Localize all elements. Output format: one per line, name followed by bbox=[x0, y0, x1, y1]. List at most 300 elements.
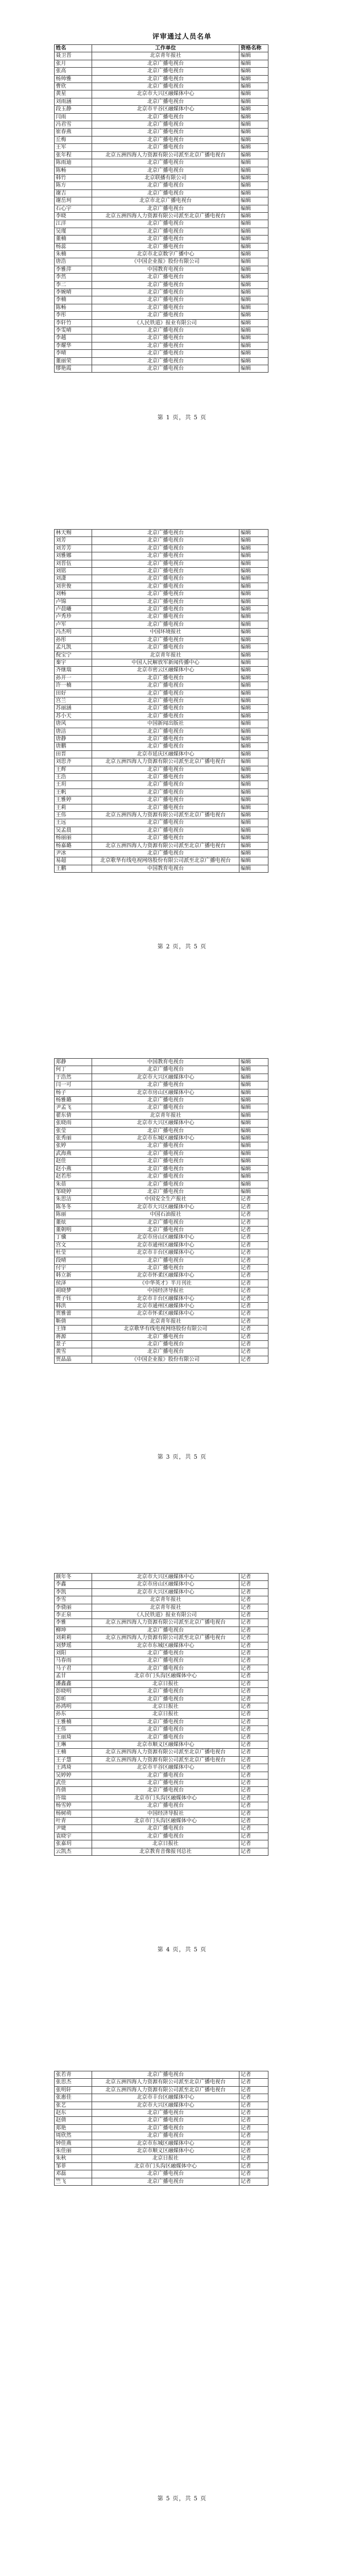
cell-title: 记者 bbox=[239, 1303, 268, 1310]
table-row bbox=[55, 629, 268, 636]
cell-unit: 北京五洲四海人力资源有限公司派至北京广播电视台 bbox=[92, 1756, 239, 1764]
cell-unit: 北京广播电视台 bbox=[92, 68, 239, 75]
table-row bbox=[55, 304, 268, 311]
cell-title: 记者 bbox=[239, 1241, 268, 1249]
cell-unit: 北京五洲四海人力资源有限公司派至北京广播电视台 bbox=[92, 212, 239, 220]
cell-unit: 北京歌华有线电视网络股份有限公司派至北京广播电视台 bbox=[92, 857, 239, 865]
cell-name: 田晋 bbox=[55, 750, 92, 758]
cell-unit: 北京广播电视台 bbox=[92, 583, 239, 590]
table-row bbox=[55, 842, 268, 849]
cell-title: 记者 bbox=[239, 1596, 268, 1604]
cell-unit: 中国经济导报社 bbox=[92, 1287, 239, 1295]
cell-unit: 北京广播电视台 bbox=[92, 1219, 239, 1226]
cell-name: 董丽荣 bbox=[55, 357, 92, 365]
table-row bbox=[55, 857, 268, 865]
table-row bbox=[55, 1203, 268, 1211]
cell-unit: 北京教育音像报刊总社 bbox=[92, 1848, 239, 1855]
cell-name: 宫文 bbox=[55, 1241, 92, 1249]
table-row bbox=[55, 1764, 268, 1772]
table-row bbox=[55, 2124, 268, 2132]
cell-unit: 北京市怀柔区融媒体中心 bbox=[92, 1272, 239, 1279]
cell-title: 编辑 bbox=[239, 781, 268, 789]
cell-name: 冯杰明 bbox=[55, 629, 92, 636]
cell-unit: 北京市门头沟区融媒体中心 bbox=[92, 1794, 239, 1802]
table-row bbox=[55, 136, 268, 143]
cell-unit: 北京广播电视台 bbox=[92, 1257, 239, 1264]
roster-table-page-3 bbox=[54, 1058, 268, 1364]
table-row bbox=[55, 1180, 268, 1188]
cell-title: 编辑 bbox=[239, 68, 268, 75]
cell-unit: 北京广播电视台 bbox=[92, 182, 239, 189]
cell-unit: 北京市顺义区融媒体中心 bbox=[92, 1741, 239, 1748]
cell-unit: 北京广播电视台 bbox=[92, 1695, 239, 1703]
cell-name: 杨子 bbox=[55, 1089, 92, 1096]
cell-name: 蒋源 bbox=[55, 1333, 92, 1340]
cell-name: 卢秀珍 bbox=[55, 613, 92, 621]
cell-title: 记者 bbox=[239, 1604, 268, 1611]
cell-name: 孙东 bbox=[55, 1711, 92, 1718]
cell-title: 编辑 bbox=[239, 1112, 268, 1119]
cell-name: 孟甘 bbox=[55, 1673, 92, 1680]
cell-unit: 北京广播电视台 bbox=[92, 327, 239, 335]
table-row bbox=[55, 1726, 268, 1733]
cell-name: 朱思洁 bbox=[55, 1196, 92, 1203]
cell-unit: 北京五洲四海人力资源有限公司派至北京广播电视台 bbox=[92, 1749, 239, 1756]
cell-title: 记者 bbox=[239, 1711, 268, 1718]
cell-unit: 北京广播电视台 bbox=[92, 774, 239, 781]
cell-unit: 北京市平谷区融媒体中心 bbox=[92, 106, 239, 113]
cell-unit: 北京市顺义区融媒体中心 bbox=[92, 2148, 239, 2155]
cell-name: 李耀华 bbox=[55, 342, 92, 349]
table-row bbox=[55, 636, 268, 643]
cell-unit: 北京广播电视台 bbox=[92, 281, 239, 288]
table-row bbox=[55, 68, 268, 75]
table-row bbox=[55, 1741, 268, 1748]
table-row bbox=[55, 812, 268, 819]
table-row bbox=[55, 1657, 268, 1665]
cell-name: 何丁 bbox=[55, 1066, 92, 1074]
cell-title: 编辑 bbox=[239, 342, 268, 349]
cell-unit: 北京青年报社 bbox=[92, 52, 239, 60]
cell-name: 丁骥 bbox=[55, 1234, 92, 1241]
cell-title: 编辑 bbox=[239, 705, 268, 712]
table-row bbox=[55, 682, 268, 690]
cell-title: 记者 bbox=[239, 1249, 268, 1257]
cell-title: 编辑 bbox=[239, 83, 268, 90]
table-row bbox=[55, 1249, 268, 1257]
cell-unit: 北京广播电视台 bbox=[92, 636, 239, 643]
table-row bbox=[55, 1158, 268, 1165]
cell-name: 胡晓梦 bbox=[55, 1287, 92, 1295]
cell-name: 付宇 bbox=[55, 1264, 92, 1272]
cell-name: 李越 bbox=[55, 335, 92, 342]
cell-name: 杨帅雅 bbox=[55, 75, 92, 82]
table-row bbox=[55, 1665, 268, 1672]
table-row bbox=[55, 1840, 268, 1848]
cell-title: 编辑 bbox=[239, 296, 268, 304]
cell-name: 赵若彤 bbox=[55, 1173, 92, 1180]
cell-name: 董楠 bbox=[55, 236, 92, 243]
table-row bbox=[55, 613, 268, 621]
cell-name: 刘梦瑶 bbox=[55, 1642, 92, 1649]
table-row bbox=[55, 1066, 268, 1074]
cell-unit: 北京市大兴区融媒体中心 bbox=[92, 1588, 239, 1596]
cell-unit: 北京市大兴区融媒体中心 bbox=[92, 1074, 239, 1081]
table-row bbox=[55, 1779, 268, 1786]
cell-title: 编辑 bbox=[239, 159, 268, 167]
table-row bbox=[55, 1825, 268, 1832]
cell-unit: 北京广播电视台 bbox=[92, 1341, 239, 1348]
table-row bbox=[55, 335, 268, 342]
table-row bbox=[55, 2148, 268, 2155]
table-row bbox=[55, 530, 268, 537]
cell-title: 记者 bbox=[239, 1219, 268, 1226]
cell-name: 张莹 bbox=[55, 1127, 92, 1134]
cell-name: 崔春燕 bbox=[55, 129, 92, 136]
cell-name: 刘潇 bbox=[55, 575, 92, 583]
cell-title: 编辑 bbox=[239, 568, 268, 575]
cell-title: 记者 bbox=[239, 1588, 268, 1596]
cell-unit: 北京广播电视台 bbox=[92, 1825, 239, 1832]
cell-name: 张嘉玥 bbox=[55, 1840, 92, 1848]
table-row bbox=[55, 1695, 268, 1703]
cell-title: 记者 bbox=[239, 2102, 268, 2109]
cell-unit: 北京市丰台区融媒体中心 bbox=[92, 1295, 239, 1302]
cell-unit: 北京五洲四海人力资源有限公司派至北京广播电视台 bbox=[92, 151, 239, 159]
cell-unit: 北京广播电视台 bbox=[92, 1650, 239, 1657]
cell-name: 王军 bbox=[55, 144, 92, 151]
cell-title: 记者 bbox=[239, 1226, 268, 1233]
cell-unit: 中国新闻出版社 bbox=[92, 720, 239, 728]
table-row bbox=[55, 365, 268, 373]
cell-name: 武海燕 bbox=[55, 1150, 92, 1157]
cell-unit: 北京广播电视台 bbox=[92, 1158, 239, 1165]
table-row bbox=[55, 1279, 268, 1287]
cell-title: 记者 bbox=[239, 1356, 268, 1363]
cell-unit: 北京日报社 bbox=[92, 1680, 239, 1687]
cell-title: 记者 bbox=[239, 2117, 268, 2124]
cell-title: 编辑 bbox=[239, 629, 268, 636]
table-row bbox=[55, 220, 268, 228]
cell-name: 聂卫晋 bbox=[55, 52, 92, 60]
cell-unit: 中国教育电视台 bbox=[92, 1059, 239, 1066]
cell-title: 编辑 bbox=[239, 743, 268, 750]
cell-title: 记者 bbox=[239, 1756, 268, 1764]
cell-name: 李雯晴 bbox=[55, 327, 92, 335]
cell-name: 缪艳霞 bbox=[55, 365, 92, 373]
cell-title: 编辑 bbox=[239, 575, 268, 583]
cell-name: 石心宇 bbox=[55, 205, 92, 212]
table-row bbox=[55, 728, 268, 735]
table-row bbox=[55, 774, 268, 781]
cell-title: 记者 bbox=[239, 1772, 268, 1779]
cell-title: 记者 bbox=[239, 1741, 268, 1748]
cell-unit: 北京市大兴区融媒体中心 bbox=[92, 2102, 239, 2109]
cell-unit: 北京广播电视台 bbox=[92, 1626, 239, 1634]
table-row bbox=[55, 2094, 268, 2102]
cell-title: 编辑 bbox=[239, 365, 268, 373]
cell-title: 编辑 bbox=[239, 1127, 268, 1134]
cell-name: 李骁丽 bbox=[55, 1604, 92, 1611]
cell-unit: 北京市房山区融媒体中心 bbox=[92, 1581, 239, 1588]
cell-name: 孙彤 bbox=[55, 636, 92, 643]
cell-unit: 北京广播电视台 bbox=[92, 1832, 239, 1840]
cell-title: 编辑 bbox=[239, 106, 268, 113]
table-row bbox=[55, 60, 268, 67]
cell-name: 刘畅 bbox=[55, 591, 92, 598]
table-row bbox=[55, 544, 268, 552]
cell-name: 唐洁 bbox=[55, 728, 92, 735]
cell-unit: 北京日报社 bbox=[92, 1703, 239, 1710]
cell-title: 记者 bbox=[239, 1825, 268, 1832]
cell-title: 编辑 bbox=[239, 228, 268, 235]
cell-unit: 北京广播电视台 bbox=[92, 365, 239, 373]
cell-title: 编辑 bbox=[239, 827, 268, 834]
table-row bbox=[55, 644, 268, 651]
cell-unit: 北京广播电视台 bbox=[92, 357, 239, 365]
cell-name: 吴瑾 bbox=[55, 228, 92, 235]
cell-unit: 北京广播电视台 bbox=[92, 1226, 239, 1233]
cell-title: 编辑 bbox=[239, 167, 268, 174]
cell-name: 钟佳燕 bbox=[55, 2140, 92, 2147]
cell-name: 王鸿琦 bbox=[55, 1764, 92, 1772]
table-row bbox=[55, 327, 268, 335]
cell-unit: 北京广播电视台 bbox=[92, 2132, 239, 2140]
cell-title: 编辑 bbox=[239, 327, 268, 335]
cell-name: 刘芳 bbox=[55, 537, 92, 544]
page-number: 第 4 页，共 5 页 bbox=[157, 1947, 207, 1953]
cell-unit: 北京日报社 bbox=[92, 1840, 239, 1848]
table-row bbox=[55, 1703, 268, 1710]
cell-name: 卢晨曦 bbox=[55, 606, 92, 613]
cell-name: 王锋 bbox=[55, 1326, 92, 1333]
cell-name: 闫雨 bbox=[55, 113, 92, 121]
table-row bbox=[55, 83, 268, 90]
cell-unit: 北京广播电视台 bbox=[92, 644, 239, 651]
cell-title: 编辑 bbox=[239, 598, 268, 605]
table-row bbox=[55, 1348, 268, 1356]
cell-name: 李晓 bbox=[55, 212, 92, 220]
cell-unit: 北京广播电视台 bbox=[92, 1264, 239, 1272]
cell-name: 陈畅 bbox=[55, 167, 92, 174]
cell-unit: 中国安全生产报社 bbox=[92, 1196, 239, 1203]
cell-name: 段晴 bbox=[55, 1257, 92, 1264]
cell-unit: 北京广播电视台 bbox=[92, 121, 239, 129]
cell-unit: 北京五洲四海人力资源有限公司派至北京广播电视台 bbox=[92, 842, 239, 849]
cell-unit: 北京广播电视台 bbox=[92, 2109, 239, 2117]
cell-title: 编辑 bbox=[239, 197, 268, 205]
cell-title: 编辑 bbox=[239, 667, 268, 674]
table-row bbox=[55, 1318, 268, 1325]
cell-name: 竺飞 bbox=[55, 2178, 92, 2185]
table-row bbox=[55, 1688, 268, 1695]
cell-title: 记者 bbox=[239, 1211, 268, 1219]
table-row bbox=[55, 697, 268, 704]
cell-title: 编辑 bbox=[239, 674, 268, 682]
table-row bbox=[55, 1718, 268, 1725]
roster-table-page-1 bbox=[54, 44, 268, 373]
table-row bbox=[55, 750, 268, 758]
cell-name: 张艺 bbox=[55, 2102, 92, 2109]
cell-name: 李婉晴 bbox=[55, 289, 92, 296]
cell-title: 编辑 bbox=[239, 659, 268, 666]
cell-name: 董炫 bbox=[55, 1219, 92, 1226]
table-row bbox=[55, 1142, 268, 1150]
cell-title: 编辑 bbox=[239, 281, 268, 288]
cell-name: 卢锦 bbox=[55, 598, 92, 605]
table-row bbox=[55, 819, 268, 827]
cell-unit: 北京广播电视台 bbox=[92, 144, 239, 151]
cell-title: 编辑 bbox=[239, 1120, 268, 1127]
cell-unit: 北京广播电视台 bbox=[92, 83, 239, 90]
cell-unit: 北京市房山区融媒体中心 bbox=[92, 1089, 239, 1096]
cell-title: 编辑 bbox=[239, 720, 268, 728]
cell-title: 记者 bbox=[239, 1787, 268, 1794]
cell-unit: 北京广播电视台 bbox=[92, 1657, 239, 1665]
cell-unit: 北京市东城区融媒体中心 bbox=[92, 1642, 239, 1649]
table-row bbox=[55, 2102, 268, 2109]
table-row bbox=[55, 312, 268, 319]
table-row bbox=[55, 1574, 268, 1581]
cell-unit: 北京广播电视台 bbox=[92, 1802, 239, 1810]
cell-unit: 《中华英才》半月刊社 bbox=[92, 1279, 239, 1287]
cell-title: 编辑 bbox=[239, 182, 268, 189]
table-row bbox=[55, 1772, 268, 1779]
cell-name: 刘铭 bbox=[55, 568, 92, 575]
cell-unit: 北京五洲四海人力资源有限公司派至北京广播电视台 bbox=[92, 2079, 239, 2086]
table-row bbox=[55, 52, 268, 60]
table-row bbox=[55, 598, 268, 605]
cell-name: 王辉 bbox=[55, 766, 92, 773]
cell-unit: 北京广播电视台 bbox=[92, 613, 239, 621]
cell-name: 李雪 bbox=[55, 1596, 92, 1604]
cell-unit: 北京广播电视台 bbox=[92, 766, 239, 773]
cell-title: 编辑 bbox=[239, 1150, 268, 1157]
cell-title: 记者 bbox=[239, 1810, 268, 1817]
cell-name: 李正泉 bbox=[55, 1612, 92, 1619]
cell-name: 张明轩 bbox=[55, 2086, 92, 2094]
cell-unit: 北京广播电视台 bbox=[92, 205, 239, 212]
cell-title: 记者 bbox=[239, 1574, 268, 1581]
table-row bbox=[55, 350, 268, 357]
cell-unit: 北京广播电视台 bbox=[92, 598, 239, 605]
cell-unit: 北京广播电视台 bbox=[92, 1066, 239, 1074]
cell-title: 编辑 bbox=[239, 136, 268, 143]
document-title: 评审通过人员名单 bbox=[152, 32, 212, 40]
cell-unit: 北京市门头沟区融媒体中心 bbox=[92, 1818, 239, 1825]
cell-name: 刘阳 bbox=[55, 1650, 92, 1657]
cell-unit: 北京广播电视台 bbox=[92, 274, 239, 281]
cell-unit: 北京广播电视台 bbox=[92, 1726, 239, 1733]
cell-unit: 北京市通州区融媒体中心 bbox=[92, 1241, 239, 1249]
cell-unit: 北京五洲四海人力资源有限公司派至北京广播电视台 bbox=[92, 812, 239, 819]
cell-title: 记者 bbox=[239, 1341, 268, 1348]
table-row bbox=[55, 1604, 268, 1611]
table-row bbox=[55, 1650, 268, 1657]
cell-name: 张秀丽 bbox=[55, 1135, 92, 1142]
table-row bbox=[55, 850, 268, 857]
cell-title: 记者 bbox=[239, 2079, 268, 2086]
cell-name: 杨雅璐 bbox=[55, 1097, 92, 1104]
cell-unit: 北京青年报社 bbox=[92, 1318, 239, 1325]
table-row bbox=[55, 1832, 268, 1840]
cell-name: 景子 bbox=[55, 1341, 92, 1348]
table-row bbox=[55, 2079, 268, 2086]
cell-unit: 北京市房山区融媒体中心 bbox=[92, 1234, 239, 1241]
table-row bbox=[55, 1733, 268, 1741]
cell-title: 编辑 bbox=[239, 319, 268, 327]
cell-unit: 北京广播电视台 bbox=[92, 1787, 239, 1794]
cell-name: 孙开一 bbox=[55, 674, 92, 682]
cell-name: 张月 bbox=[55, 60, 92, 67]
cell-unit: 中国教育电视台 bbox=[92, 266, 239, 273]
table-row bbox=[55, 606, 268, 613]
cell-title: 编辑 bbox=[239, 583, 268, 590]
cell-unit: 北京青年报社 bbox=[92, 1112, 239, 1119]
cell-title: 编辑 bbox=[239, 52, 268, 60]
table-row bbox=[55, 1588, 268, 1596]
table-row bbox=[55, 1333, 268, 1340]
cell-unit: 北京广播电视台 bbox=[92, 113, 239, 121]
cell-unit: 北京五洲四海人力资源有限公司派至北京广播电视台 bbox=[92, 758, 239, 766]
table-row bbox=[55, 1303, 268, 1310]
cell-unit: 北京广播电视台 bbox=[92, 591, 239, 598]
table-row bbox=[55, 159, 268, 167]
cell-name: 李楠 bbox=[55, 296, 92, 304]
table-row bbox=[55, 712, 268, 720]
cell-title: 记者 bbox=[239, 1794, 268, 1802]
cell-title: 编辑 bbox=[239, 1074, 268, 1081]
table-row bbox=[55, 1848, 268, 1855]
cell-title: 编辑 bbox=[239, 530, 268, 537]
cell-title: 编辑 bbox=[239, 544, 268, 552]
table-row bbox=[55, 537, 268, 544]
cell-title: 编辑 bbox=[239, 606, 268, 613]
table-row bbox=[55, 575, 268, 583]
table-row bbox=[55, 865, 268, 872]
cell-name: 王帆 bbox=[55, 789, 92, 796]
cell-name: 段玉静 bbox=[55, 106, 92, 113]
cell-unit: 北京广播电视台 bbox=[92, 804, 239, 811]
header-name: 姓名 bbox=[55, 45, 92, 52]
table-row bbox=[55, 1356, 268, 1363]
table-row bbox=[55, 212, 268, 220]
cell-unit: 北京广播电视台 bbox=[92, 167, 239, 174]
cell-title: 编辑 bbox=[239, 552, 268, 560]
header-unit: 工作单位 bbox=[92, 45, 239, 52]
cell-name: 黄雪 bbox=[55, 1348, 92, 1356]
cell-title: 记者 bbox=[239, 1695, 268, 1703]
cell-name: 苏小天 bbox=[55, 712, 92, 720]
table-row bbox=[55, 1120, 268, 1127]
cell-name: 靳倩 bbox=[55, 1318, 92, 1325]
table-row bbox=[55, 552, 268, 560]
cell-name: 邹菲 bbox=[55, 2162, 92, 2170]
table-row bbox=[55, 1295, 268, 1302]
cell-title: 记者 bbox=[239, 2109, 268, 2117]
cell-title: 记者 bbox=[239, 1581, 268, 1588]
cell-title: 记者 bbox=[239, 2178, 268, 2185]
cell-title: 编辑 bbox=[239, 697, 268, 704]
cell-title: 记者 bbox=[239, 1688, 268, 1695]
cell-unit: 北京市通州区融媒体中心 bbox=[92, 1303, 239, 1310]
table-row bbox=[55, 144, 268, 151]
cell-title: 编辑 bbox=[239, 750, 268, 758]
cell-name: 王伟 bbox=[55, 1726, 92, 1733]
table-row bbox=[55, 1081, 268, 1089]
cell-title: 记者 bbox=[239, 1333, 268, 1340]
cell-name: 杨树萌 bbox=[55, 1810, 92, 1817]
